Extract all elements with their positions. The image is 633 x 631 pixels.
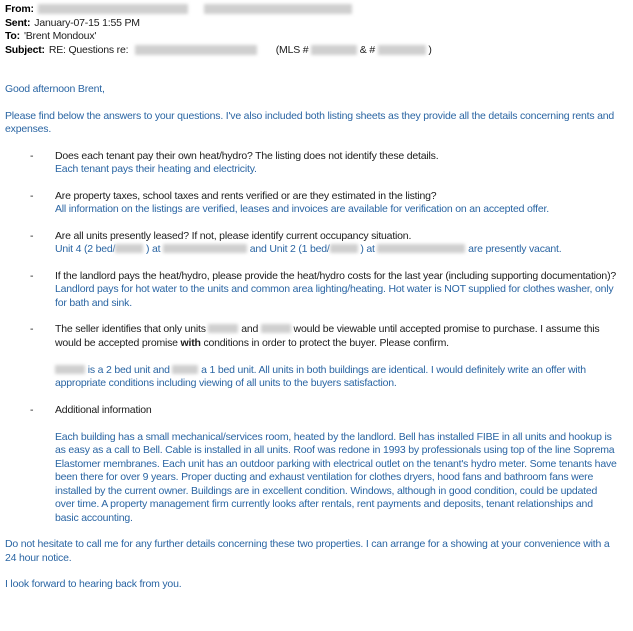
answer-text: Unit 4 (2 bed/ ) at and Unit 2 (1 bed/ ) at are presently vacant.: [55, 243, 562, 255]
redacted-text: [311, 45, 357, 55]
closing-paragraph: Do not hesitate to call me for any further details concerning these two properties. I can arrange for a showing at your convenience with a 24 hour notice.: [5, 538, 610, 564]
redacted-text: [261, 324, 291, 333]
header-field-value: RE: Questions re: (MLS # & # ): [48, 43, 432, 56]
signoff-text: I look forward to hearing back from you.: [5, 578, 182, 590]
question-answer-item: [5, 190, 623, 217]
bullet-dash: -: [30, 269, 34, 282]
question-text: If the landlord pays the heat/hydro, please provide the heat/hydro costs for the last year (including supporting documentation)?: [55, 269, 617, 282]
header-field-label: Subject:: [5, 43, 45, 56]
header-row: [5, 44, 623, 58]
bold-text: with: [180, 336, 201, 349]
redacted-text: [330, 244, 358, 253]
question-row: [5, 230, 623, 244]
question-text: Are all units presently leased? If not, please identify current occupancy situation.: [55, 229, 412, 242]
redacted-text: [55, 365, 85, 374]
header-field-label: To:: [5, 30, 20, 42]
header-field-value: January-07-15 1:55 PM: [34, 16, 140, 29]
question-answer-item: [5, 323, 623, 391]
answer-text: All information on the listings are verified, leases and invoices are available for verification on an accepted offer.: [55, 203, 549, 215]
redacted-text: [38, 4, 188, 14]
question-row: [5, 404, 623, 418]
bullet-dash: -: [30, 323, 34, 335]
question-answer-item: [5, 150, 623, 177]
question-answer-item: [5, 230, 623, 257]
redacted-text: [135, 45, 257, 55]
intro-text: Please find below the answers to your questions. I've also included both listing sheets as they provide all the details concerning rents and expenses.: [5, 109, 615, 135]
answer-text: Each tenant pays their heating and electricity.: [55, 163, 257, 175]
question-row: [5, 323, 623, 350]
header-field-label: From:: [5, 3, 34, 15]
redacted-text: [208, 324, 238, 333]
email-header: [5, 3, 623, 57]
answer-text: Each building has a small mechanical/services room, heated by the landlord. Bell has installed FIBE in all units and hookup is as easy as a call to Bell. Cable is installed in all units. Roof was redone in 1993 by professionals using top of the line Soprema Elastomer membranes. Each unit has an outdoor parking with electrical outlet on the tenant's hydro meter. Some tenants have been there for over 9 years. Proper ducting and exhaust ventilation for clothes dryers, hood fans and bathroom fans were installed by the current owner. Buildings are in excellent condition. Windows, although in good condition, could be updated over time. A property management firm currently looks after rentals, rent payments and deposits, tenant relationships and basic accounting.: [55, 430, 617, 524]
redacted-text: [204, 4, 352, 14]
question-answer-item: [5, 270, 623, 311]
header-row: [5, 30, 623, 44]
question-text: Does each tenant pay their own heat/hydro? The listing does not identify these details.: [55, 149, 439, 162]
redacted-text: [172, 365, 198, 374]
header-row: [5, 3, 623, 17]
question-text: Additional information: [55, 403, 152, 416]
question-answer-list: [5, 150, 623, 526]
redacted-text: [163, 244, 247, 253]
question-row: [5, 270, 623, 284]
question-text: Are property taxes, school taxes and rents verified or are they estimated in the listing?: [55, 189, 437, 202]
question-answer-item: [5, 404, 623, 526]
question-text: The seller identifies that only units and would be viewable until accepted promise to purchase. I assume this would be accepted promise with conditions in order to protect the buyer. Please confirm.: [55, 323, 600, 349]
bullet-dash: -: [30, 149, 34, 162]
header-field-label: Sent:: [5, 16, 31, 29]
bullet-dash: -: [30, 189, 34, 202]
answer-text: is a 2 bed unit and a 1 bed unit. All units in both buildings are identical. I would definitely write an offer with appropriate conditions including viewing of all units to the buyers satisfaction.: [55, 363, 586, 389]
question-row: [5, 190, 623, 204]
redacted-text: [115, 244, 143, 253]
header-row: [5, 17, 623, 31]
bullet-dash: -: [30, 229, 34, 242]
greeting-text: Good afternoon Brent,: [5, 83, 105, 95]
question-row: [5, 150, 623, 164]
header-field-value: 'Brent Mondoux': [23, 30, 97, 42]
bullet-dash: -: [30, 403, 34, 416]
header-field-value: [38, 3, 352, 15]
redacted-text: [377, 244, 465, 253]
redacted-text: [378, 45, 426, 55]
answer-text: Landlord pays for hot water to the units and common area lighting/heating. Hot water is NOT supplied for clothes washer, only for bath and sink.: [55, 283, 614, 309]
